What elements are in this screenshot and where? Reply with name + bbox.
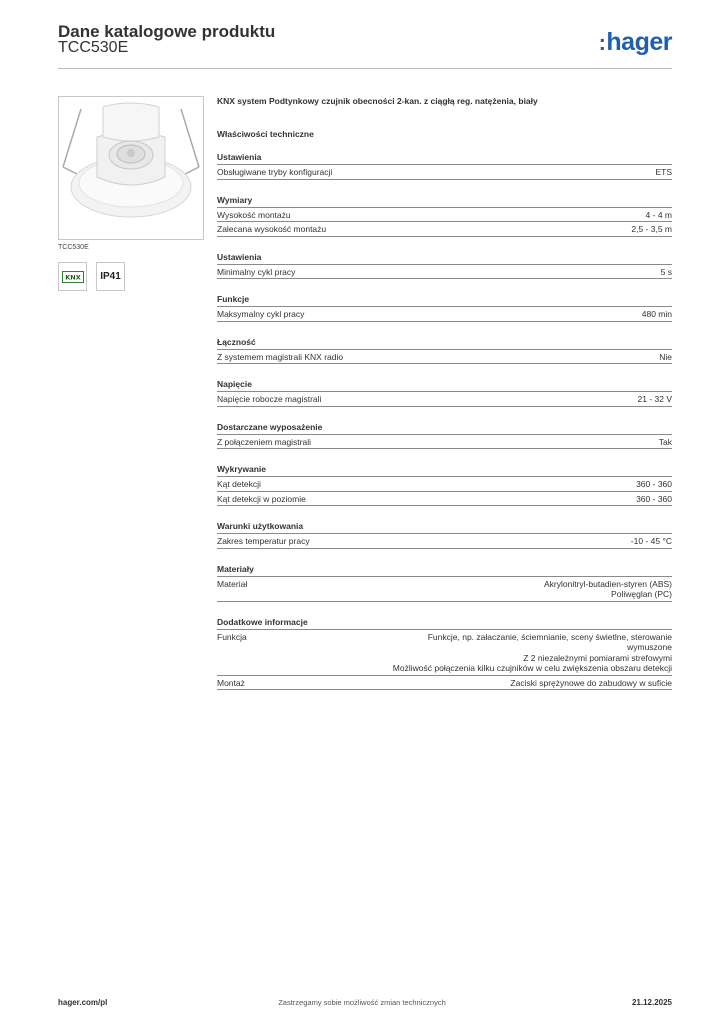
spec-value-line: Poliwęglan (PC)	[611, 589, 672, 599]
hager-logo: :hager	[598, 28, 672, 56]
spec-value	[655, 167, 672, 178]
spec-section	[217, 195, 672, 237]
spec-row	[217, 630, 672, 676]
spec-label: Napięcie robocze magistrali	[217, 394, 322, 404]
spec-label: Kąt detekcji w poziomie	[217, 493, 306, 504]
spec-value	[646, 210, 672, 221]
spec-label: Montaż	[217, 677, 245, 688]
spec-row	[217, 165, 672, 180]
spec-label: Zalecana wysokość montażu	[217, 224, 327, 234]
image-caption: TCC530E	[58, 244, 89, 251]
spec-value	[638, 394, 673, 405]
spec-section	[217, 422, 672, 450]
section-title: Warunki użytkowania	[217, 521, 672, 534]
spec-value	[636, 479, 672, 490]
spec-row	[217, 477, 672, 492]
spec-value	[659, 352, 672, 363]
footer-website: hager.com/pl	[58, 998, 108, 1007]
spec-sections	[217, 152, 672, 690]
spec-row	[217, 676, 672, 691]
spec-value	[631, 536, 672, 547]
spec-value-line: 360 - 360	[636, 479, 672, 489]
spec-section	[217, 252, 672, 280]
spec-section	[217, 521, 672, 549]
spec-value	[382, 632, 672, 674]
spec-label: Funkcja	[217, 631, 247, 642]
product-code: TCC530E	[58, 39, 129, 56]
footer-notice: Zastrzegamy sobie możliwość zmian technicznych	[278, 998, 446, 1007]
spec-label: Z połączeniem magistrali	[217, 436, 312, 447]
spec-row	[217, 435, 672, 450]
spec-value-line: 360 - 360	[636, 493, 672, 504]
spec-value-line: 2,5 - 3,5 m	[631, 224, 672, 234]
spec-value	[642, 309, 672, 320]
spec-value-line: 4 - 4 m	[645, 209, 672, 220]
spec-row	[217, 577, 672, 602]
spec-section	[217, 337, 672, 365]
spec-row	[217, 222, 672, 237]
spec-value-line: Możliwość połączenia kilku czujników w celu zwiększenia obszaru detekcji	[392, 663, 672, 673]
spec-section	[217, 564, 672, 602]
spec-value	[382, 579, 672, 600]
footer-date: 21.12.2025	[631, 998, 672, 1007]
section-title: Wykrywanie	[217, 464, 672, 477]
spec-row	[217, 392, 672, 407]
spec-label: Kąt detekcji	[217, 479, 261, 489]
spec-label: Zakres temperatur pracy	[217, 536, 310, 546]
spec-value-line: Funkcje, np. załaczanie, ściemnianie, sceny świetlne, sterowanie wymuszone	[427, 631, 672, 652]
knx-badge	[58, 262, 87, 291]
spec-row	[217, 350, 672, 365]
spec-row	[217, 265, 672, 280]
spec-value-line: 21 - 32 V	[637, 394, 672, 404]
section-title: Materiały	[217, 564, 672, 577]
section-title: Łączność	[217, 337, 672, 350]
spec-section	[217, 152, 672, 180]
spec-value-line: Nie	[659, 351, 672, 362]
spec-value	[636, 494, 672, 505]
section-title: Ustawienia	[217, 152, 672, 165]
spec-row	[217, 307, 672, 322]
section-title: Wymiary	[217, 195, 672, 208]
spec-value-line: 480 min	[641, 309, 672, 319]
section-title: Funkcje	[217, 294, 672, 307]
product-image	[58, 96, 204, 240]
svg-text:KNX: KNX	[64, 273, 81, 281]
spec-value	[661, 267, 672, 278]
technical-properties-heading: Właściwości techniczne	[217, 129, 314, 139]
spec-label: Wysokość montażu	[217, 209, 291, 220]
spec-value-line: 5 s	[660, 266, 672, 277]
ip-rating-badge: IP41	[96, 262, 125, 291]
spec-value-line: Tak	[658, 436, 672, 447]
spec-row	[217, 492, 672, 507]
spec-label: Z systemem magistrali KNX radio	[217, 351, 344, 362]
page-title: Dane katalogowe produktu	[58, 22, 276, 41]
spec-label: Maksymalny cykl pracy	[217, 309, 305, 319]
spec-value-line: ETS	[655, 167, 672, 177]
knx-logo-icon	[62, 271, 84, 283]
spec-value-line: -10 - 45 °C	[630, 536, 672, 546]
spec-label: Minimalny cykl pracy	[217, 266, 296, 277]
spec-label: Materiał	[217, 578, 248, 589]
section-title: Dodatkowe informacje	[217, 617, 672, 630]
spec-value-line: Z 2 niezależnymi pomiarami strefowymi	[523, 652, 672, 663]
product-title: KNX system Podtynkowy czujnik obecności 2-kan. z ciągłą reg. natężenia, biały	[217, 96, 538, 106]
spec-section	[217, 294, 672, 322]
spec-section	[217, 379, 672, 407]
spec-row	[217, 208, 672, 223]
section-title: Ustawienia	[217, 252, 672, 265]
spec-value-line: Akrylonitryl-butadien-styren (ABS)	[543, 578, 672, 589]
spec-value	[659, 437, 672, 448]
spec-value	[510, 678, 672, 689]
spec-row	[217, 534, 672, 549]
header-divider	[58, 68, 672, 69]
spec-label: Obsługiwane tryby konfiguracji	[217, 167, 333, 177]
spec-value	[631, 224, 672, 235]
spec-section	[217, 617, 672, 691]
section-title: Dostarczane wyposażenie	[217, 422, 672, 435]
spec-content	[217, 96, 672, 690]
spec-section	[217, 464, 672, 506]
section-title: Napięcie	[217, 379, 672, 392]
spec-value-line: Zaciski sprężynowe do zabudowy w suficie	[510, 677, 672, 688]
logo-text: hager	[606, 28, 672, 56]
